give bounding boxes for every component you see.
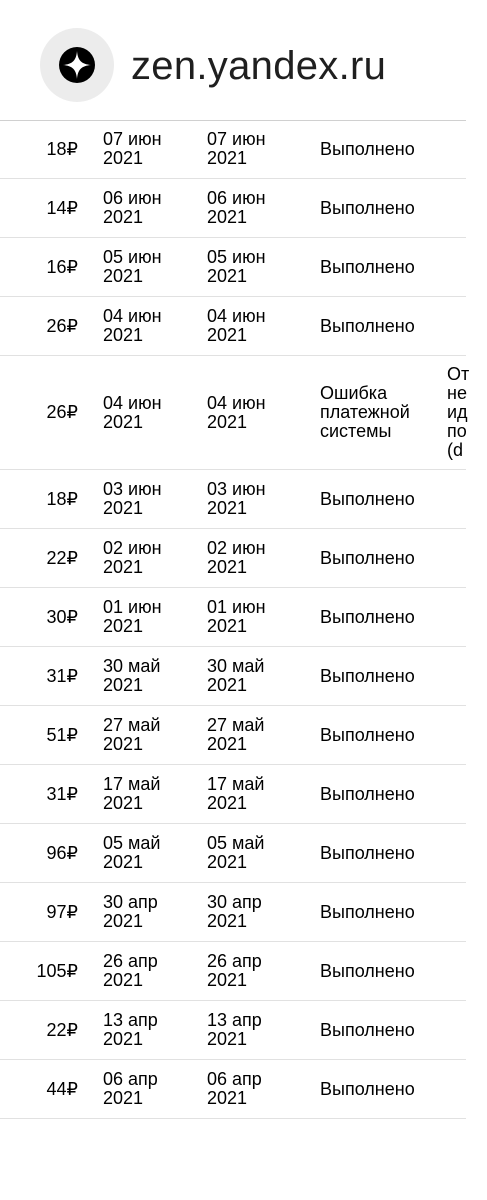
amount-cell: 97₽ bbox=[46, 901, 78, 922]
status-cell: Выполнено bbox=[320, 783, 415, 804]
table-row bbox=[0, 356, 470, 470]
status-cell: Выполнено bbox=[320, 138, 415, 159]
date-created-cell: 02 июн 2021 bbox=[103, 538, 162, 577]
date-created-cell: 05 июн 2021 bbox=[103, 247, 162, 286]
note-cell bbox=[447, 824, 487, 882]
status-cell: Выполнено bbox=[320, 901, 415, 922]
status-cell: Выполнено bbox=[320, 724, 415, 745]
date-paid-cell: 13 апр 2021 bbox=[207, 1010, 262, 1049]
date-created-cell: 06 апр 2021 bbox=[103, 1069, 158, 1108]
table-row bbox=[0, 647, 466, 706]
amount-cell: 31₽ bbox=[46, 783, 78, 804]
date-paid-cell: 02 июн 2021 bbox=[207, 538, 266, 577]
site-logo[interactable] bbox=[40, 28, 114, 102]
status-cell: Ошибка платежной системы bbox=[320, 383, 410, 441]
date-paid-cell: 07 июн 2021 bbox=[207, 129, 266, 168]
date-paid-cell: 06 июн 2021 bbox=[207, 188, 266, 227]
note-cell bbox=[447, 120, 487, 178]
date-paid-cell: 26 апр 2021 bbox=[207, 951, 262, 990]
date-paid-cell: 30 май 2021 bbox=[207, 656, 265, 695]
date-paid-cell: 27 май 2021 bbox=[207, 715, 265, 754]
note-cell bbox=[447, 765, 487, 823]
date-created-cell: 01 июн 2021 bbox=[103, 597, 162, 636]
date-created-cell: 04 июн 2021 bbox=[103, 392, 162, 432]
note-cell bbox=[447, 179, 487, 237]
table-row bbox=[0, 883, 466, 942]
amount-cell: 105₽ bbox=[36, 960, 78, 981]
date-created-cell: 13 апр 2021 bbox=[103, 1010, 158, 1049]
table-row bbox=[0, 120, 466, 179]
status-cell: Выполнено bbox=[320, 547, 415, 568]
status-cell: Выполнено bbox=[320, 315, 415, 336]
note-cell bbox=[447, 529, 487, 587]
date-paid-cell: 05 май 2021 bbox=[207, 833, 265, 872]
status-cell: Выполнено bbox=[320, 665, 415, 686]
note-cell bbox=[447, 470, 487, 528]
status-cell: Выполнено bbox=[320, 960, 415, 981]
date-paid-cell: 04 июн 2021 bbox=[207, 306, 266, 345]
date-created-cell: 05 май 2021 bbox=[103, 833, 161, 872]
date-paid-cell: 04 июн 2021 bbox=[207, 392, 266, 432]
date-created-cell: 04 июн 2021 bbox=[103, 306, 162, 345]
amount-cell: 26₽ bbox=[46, 402, 78, 422]
table-row bbox=[0, 765, 466, 824]
payments-table bbox=[0, 120, 470, 1119]
amount-cell: 31₽ bbox=[46, 665, 78, 686]
date-created-cell: 27 май 2021 bbox=[103, 715, 161, 754]
date-paid-cell: 03 июн 2021 bbox=[207, 479, 266, 518]
note-cell bbox=[447, 238, 487, 296]
amount-cell: 44₽ bbox=[46, 1078, 78, 1099]
note-cell bbox=[447, 647, 487, 705]
table-row bbox=[0, 1001, 466, 1060]
status-cell: Выполнено bbox=[320, 488, 415, 509]
date-paid-cell: 05 июн 2021 bbox=[207, 247, 266, 286]
table-row bbox=[0, 297, 466, 356]
site-url[interactable]: zen.yandex.ru bbox=[131, 44, 387, 88]
table-row bbox=[0, 588, 466, 647]
status-cell: Выполнено bbox=[320, 256, 415, 277]
date-paid-cell: 17 май 2021 bbox=[207, 774, 265, 813]
table-row bbox=[0, 470, 466, 529]
table-row bbox=[0, 179, 466, 238]
status-cell: Выполнено bbox=[320, 842, 415, 863]
amount-cell: 96₽ bbox=[46, 842, 78, 863]
table-row bbox=[0, 824, 466, 883]
amount-cell: 22₽ bbox=[46, 547, 78, 568]
date-created-cell: 17 май 2021 bbox=[103, 774, 161, 813]
amount-cell: 18₽ bbox=[46, 488, 78, 509]
note-cell bbox=[447, 588, 487, 646]
date-created-cell: 30 апр 2021 bbox=[103, 892, 158, 931]
note-cell bbox=[447, 706, 487, 764]
date-paid-cell: 06 апр 2021 bbox=[207, 1069, 262, 1108]
amount-cell: 30₽ bbox=[46, 606, 78, 627]
table-row bbox=[0, 942, 466, 1001]
table-row bbox=[0, 238, 466, 297]
date-created-cell: 26 апр 2021 bbox=[103, 951, 158, 990]
status-cell: Выполнено bbox=[320, 1078, 415, 1099]
note-cell bbox=[447, 1060, 487, 1118]
date-paid-cell: 01 июн 2021 bbox=[207, 597, 266, 636]
amount-cell: 18₽ bbox=[46, 138, 78, 159]
amount-cell: 14₽ bbox=[46, 197, 78, 218]
date-paid-cell: 30 апр 2021 bbox=[207, 892, 262, 931]
note-cell: От не ид по (d bbox=[447, 364, 470, 460]
amount-cell: 16₽ bbox=[46, 256, 78, 277]
date-created-cell: 07 июн 2021 bbox=[103, 129, 162, 168]
note-cell bbox=[447, 297, 487, 355]
table-row bbox=[0, 1060, 466, 1119]
amount-cell: 26₽ bbox=[46, 315, 78, 336]
date-created-cell: 06 июн 2021 bbox=[103, 188, 162, 227]
note-cell bbox=[447, 942, 487, 1000]
amount-cell: 51₽ bbox=[46, 724, 78, 745]
date-created-cell: 03 июн 2021 bbox=[103, 479, 162, 518]
zen-star-icon bbox=[58, 46, 96, 84]
status-cell: Выполнено bbox=[320, 197, 415, 218]
note-cell bbox=[447, 883, 487, 941]
site-header bbox=[0, 0, 466, 121]
status-cell: Выполнено bbox=[320, 606, 415, 627]
table-row bbox=[0, 706, 466, 765]
amount-cell: 22₽ bbox=[46, 1019, 78, 1040]
table-row bbox=[0, 529, 466, 588]
note-cell bbox=[447, 1001, 487, 1059]
status-cell: Выполнено bbox=[320, 1019, 415, 1040]
date-created-cell: 30 май 2021 bbox=[103, 656, 161, 695]
